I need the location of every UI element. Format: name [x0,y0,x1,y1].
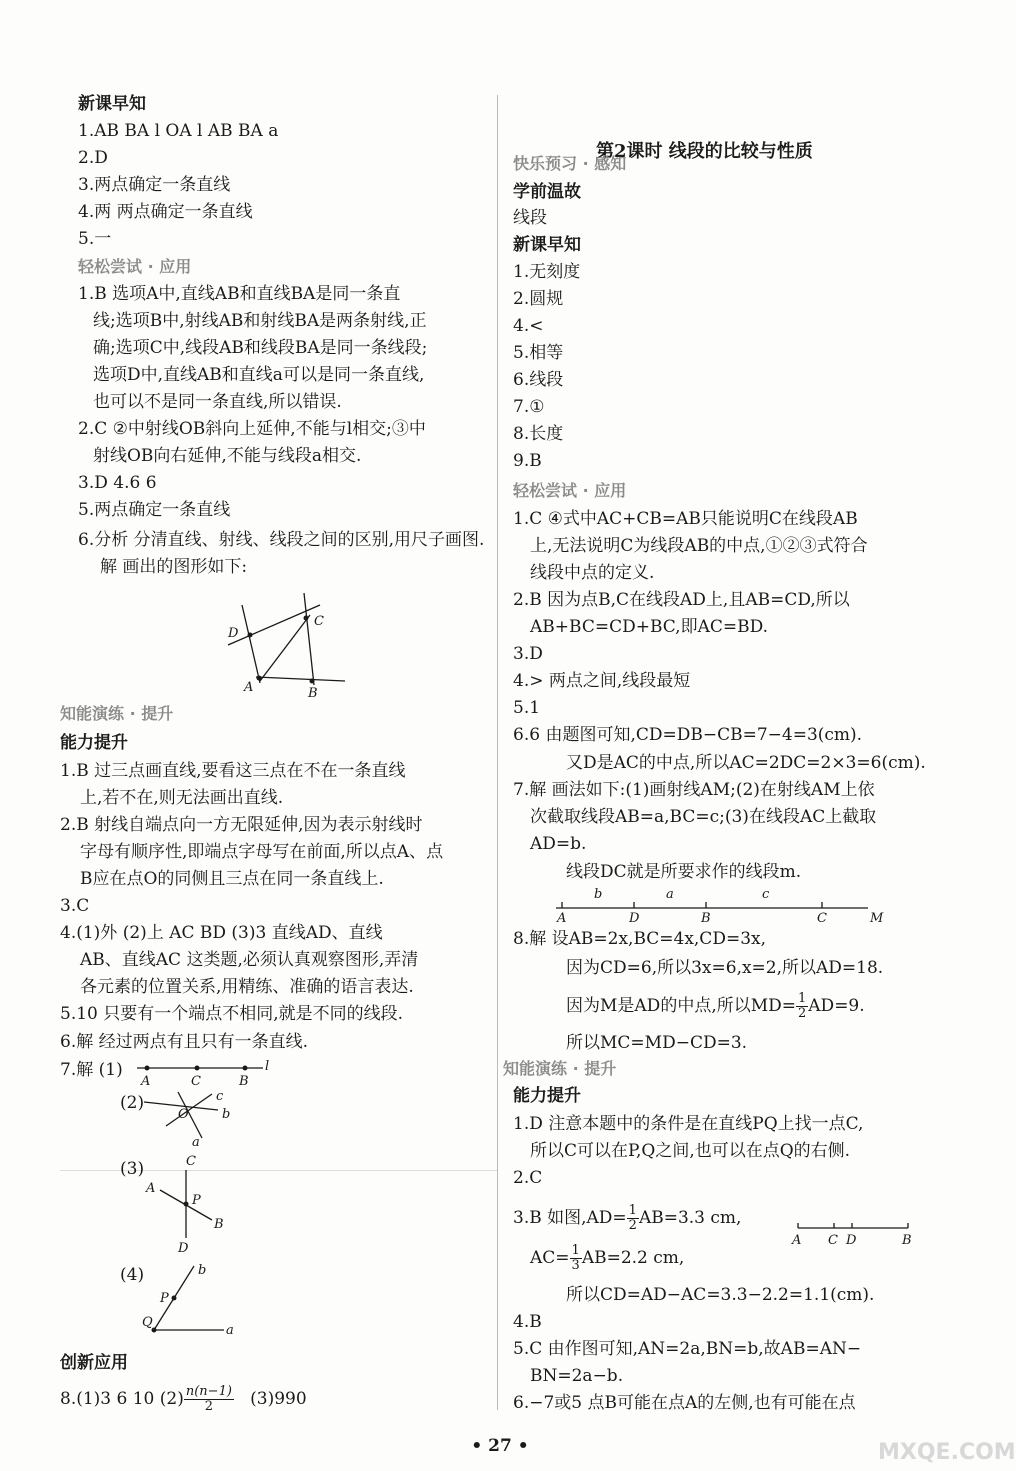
answer-line: 1.D 注意本题中的条件是在直线PQ上找一点C, [513,1114,864,1134]
answer-line: 7.解 画法如下:(1)画射线AM;(2)在射线AM上依 [513,780,875,800]
answer-line: 上,若不在,则无法画出直线. [80,788,284,808]
answer-line: 2.B 射线自端点向一方无限延伸,因为表示射线时 [60,815,423,835]
answer-line: 1.B 选项A中,直线AB和直线BA是同一条直 [78,284,401,304]
answer-text: (3)990 [250,1389,307,1409]
answer-line: 4.> 两点之间,线段最短 [513,671,691,691]
svg-text:a: a [666,887,674,902]
svg-text:a: a [192,1135,200,1150]
answer-line: 确;选项C中,线段AB和线段BA是同一条线段; [93,338,428,358]
fraction-denominator: 2 [798,1006,807,1021]
svg-text:b: b [198,1263,207,1278]
answer-line: 2.圆规 [513,289,564,309]
answer-line: 4.两 两点确定一条直线 [78,202,253,222]
svg-text:c: c [762,887,770,902]
answer-line: 3.C [60,896,90,916]
section-heading: 新课早知 [78,94,146,114]
svg-text:A: A [557,911,567,926]
answer-line [513,1204,741,1233]
section-heading: 新课早知 [513,235,581,255]
answer-line: 4.< [513,316,544,336]
svg-text:D: D [178,1241,189,1256]
fraction-denominator: 2 [628,1218,637,1233]
answer-line: AB+BC=CD+BC,即AC=BD. [530,617,769,637]
answer-line: 1.无刻度 [513,262,581,282]
column-divider [497,95,498,1410]
answer-line: 8.解 设AB=2x,BC=4x,CD=3x, [513,929,766,949]
triangle-figure [220,585,355,700]
fraction [184,1385,234,1414]
answer-line: 3.两点确定一条直线 [78,175,231,195]
svg-text:B: B [902,1233,912,1248]
answer-text: 因为M是AD的中点,所以MD= [566,996,796,1016]
section-heading: 轻松尝试 · 应用 [513,481,627,500]
svg-text:C: C [314,614,324,629]
answer-line: 2.C [513,1168,543,1188]
answer-text: AC= [530,1248,570,1268]
fraction-denominator: 2 [204,1399,214,1414]
answer-line: 3.D [513,644,543,664]
answer-line: 5.相等 [513,343,564,363]
svg-text:A: A [792,1233,802,1248]
answer-line [530,1244,684,1273]
answer-line: 6.分析 分清直线、射线、线段之间的区别,用尺子画图. [78,530,485,550]
answer-line: 1.B 过三点画直线,要看这三点在不在一条直线 [60,761,406,781]
answer-line: 4.(1)外 (2)上 AC BD (3)3 直线AD、直线 [60,923,383,943]
answer-line: 4.B [513,1312,542,1332]
figure-label: (3) [120,1159,145,1179]
answer-line: 5.C 由作图可知,AN=2a,BN=b,故AB=AN− [513,1339,862,1359]
svg-text:b: b [594,887,603,902]
answer-line: 上,无法说明C为线段AB的中点,①②③式符合 [530,536,868,556]
answer-line: 所以MC=MD−CD=3. [566,1033,748,1053]
answer-line: BN=2a−b. [530,1366,624,1386]
fraction-denominator: 3 [571,1258,580,1273]
svg-text:M: M [870,911,884,926]
ray-figure-4 [140,1260,240,1345]
answer-line: AD=b. [530,834,587,854]
answer-line: 2.D [78,148,108,168]
svg-text:B: B [308,686,318,701]
rays-figure-2 [140,1088,230,1150]
answer-text: 3.B 如图,AD= [513,1208,627,1228]
answer-text: 8.(1)3 6 10 (2) [60,1389,184,1409]
fraction-numerator: n(n−1) [185,1384,232,1399]
answer-line: 又D是AC的中点,所以AC=2DC=2×3=6(cm). [566,753,926,773]
answer-line: 5.10 只要有一个端点不相同,就是不同的线段. [60,1004,404,1024]
answer-line: 8.长度 [513,424,564,444]
svg-text:B: B [214,1217,224,1232]
answer-line: 线段中点的定义. [530,563,655,583]
svg-text:D: D [629,911,640,926]
fraction-numerator: 1 [628,1203,637,1218]
svg-text:C: C [191,1074,201,1089]
answer-line: B应在点O的同侧且三点在同一条直线上. [80,869,384,889]
svg-text:B: B [701,911,711,926]
svg-text:B: B [239,1074,249,1089]
answer-line: 7.① [513,397,545,417]
answer-line: 线段 [513,208,547,228]
answer-line: 2.B 因为点B,C在线段AD上,且AB=CD,所以 [513,590,850,610]
answer-line: 因为CD=6,所以3x=6,x=2,所以AD=18. [566,958,884,978]
answer-line: 选项D中,直线AB和直线a可以是同一条直线, [93,365,425,385]
answer-line: 5.1 [513,698,541,718]
svg-text:c: c [216,1089,224,1104]
fraction [570,1244,582,1273]
answer-line: 字母有顺序性,即端点字母写在前面,所以点A、点 [80,842,444,862]
answer-line: 线;选项B中,射线AB和射线BA是两条射线,正 [93,311,427,331]
answer-line: 6.解 经过两点有且只有一条直线. [60,1032,309,1052]
svg-text:l: l [265,1059,270,1074]
figure-label: (2) [120,1093,145,1113]
answer-line: AB、直线AC 这类题,必须认真观察图形,弄清 [80,950,419,970]
svg-text:D: D [846,1233,857,1248]
answer-line [60,1385,307,1414]
section-heading: 能力提升 [60,733,128,753]
svg-text:A: A [141,1074,151,1089]
answer-line: 5.两点确定一条直线 [78,500,231,520]
svg-text:C: C [186,1154,196,1169]
svg-text:P: P [192,1193,201,1208]
answer-line: 所以CD=AD−AC=3.3−2.2=1.1(cm). [566,1285,875,1305]
page-number: • 27 • [471,1436,529,1456]
answer-line: 7.解 (1) [60,1060,123,1080]
section-heading: 能力提升 [513,1086,581,1106]
fraction [627,1204,639,1233]
answer-line: 线段DC就是所要求作的线段m. [566,862,802,882]
section-heading: 学前温故 [513,182,581,202]
svg-text:A: A [244,680,254,695]
answer-line: 9.B [513,451,542,471]
section-heading: 创新应用 [60,1353,128,1373]
svg-text:C: C [817,911,827,926]
section-heading: 快乐预习 · 感知 [513,154,627,173]
svg-text:A: A [146,1181,156,1196]
answer-line [566,992,865,1021]
answer-text: AD=9. [808,996,865,1016]
svg-text:b: b [222,1107,231,1122]
answer-line: 所以C可以在P,Q之间,也可以在点Q的右侧. [530,1141,851,1161]
svg-text:P: P [160,1291,169,1306]
answer-line: 2.C ②中射线OB斜向上延伸,不能与l相交;③中 [78,419,426,439]
answer-line: 6.线段 [513,370,564,390]
answer-line: 3.D 4.6 6 [78,473,157,493]
fraction-numerator: 1 [571,1243,580,1258]
answer-line: 1.C ④式中AC+CB=AB只能说明C在线段AB [513,509,858,529]
answer-line: 各元素的位置关系,用精练、准确的语言表达. [80,977,414,997]
answer-line: 射线OB向右延伸,不能与线段a相交. [93,446,362,466]
answer-line: 解 画出的图形如下: [100,557,248,577]
svg-text:O: O [178,1107,189,1122]
segment-construction-figure [548,886,888,924]
watermark: MXQE.COM [878,1440,1016,1465]
section-heading: 知能演练 · 提升 [60,704,174,723]
answer-text: AB=3.3 cm, [638,1208,742,1228]
fraction [796,992,808,1021]
section-heading: 轻松尝试 · 应用 [78,257,192,276]
answer-line: 1.AB BA l OA l AB BA a [78,121,279,141]
svg-text:D: D [228,626,239,641]
section-heading: 知能演练 · 提升 [503,1059,617,1078]
svg-text:C: C [828,1233,838,1248]
figure-label: (4) [120,1265,145,1285]
answer-line: 也可以不是同一条直线,所以错误. [93,392,342,412]
answer-line: 次截取线段AB=a,BC=c;(3)在线段AC上截取 [530,807,877,827]
intersecting-lines-figure-3 [140,1152,235,1255]
svg-text:a: a [226,1323,234,1338]
answer-line: 6.−7或5 点B可能在点A的左侧,也有可能在点 [513,1393,856,1413]
answer-text: AB=2.2 cm, [581,1248,685,1268]
line-figure-1 [135,1058,280,1088]
answer-line: 6.6 由题图可知,CD=DB−CB=7−4=3(cm). [513,725,863,745]
segment-figure [790,1218,915,1248]
lesson-title: 第2课时 线段的比较与性质 [596,141,813,162]
answer-line: 5.一 [78,229,112,249]
fraction-numerator: 1 [798,991,807,1006]
svg-text:Q: Q [142,1315,153,1330]
